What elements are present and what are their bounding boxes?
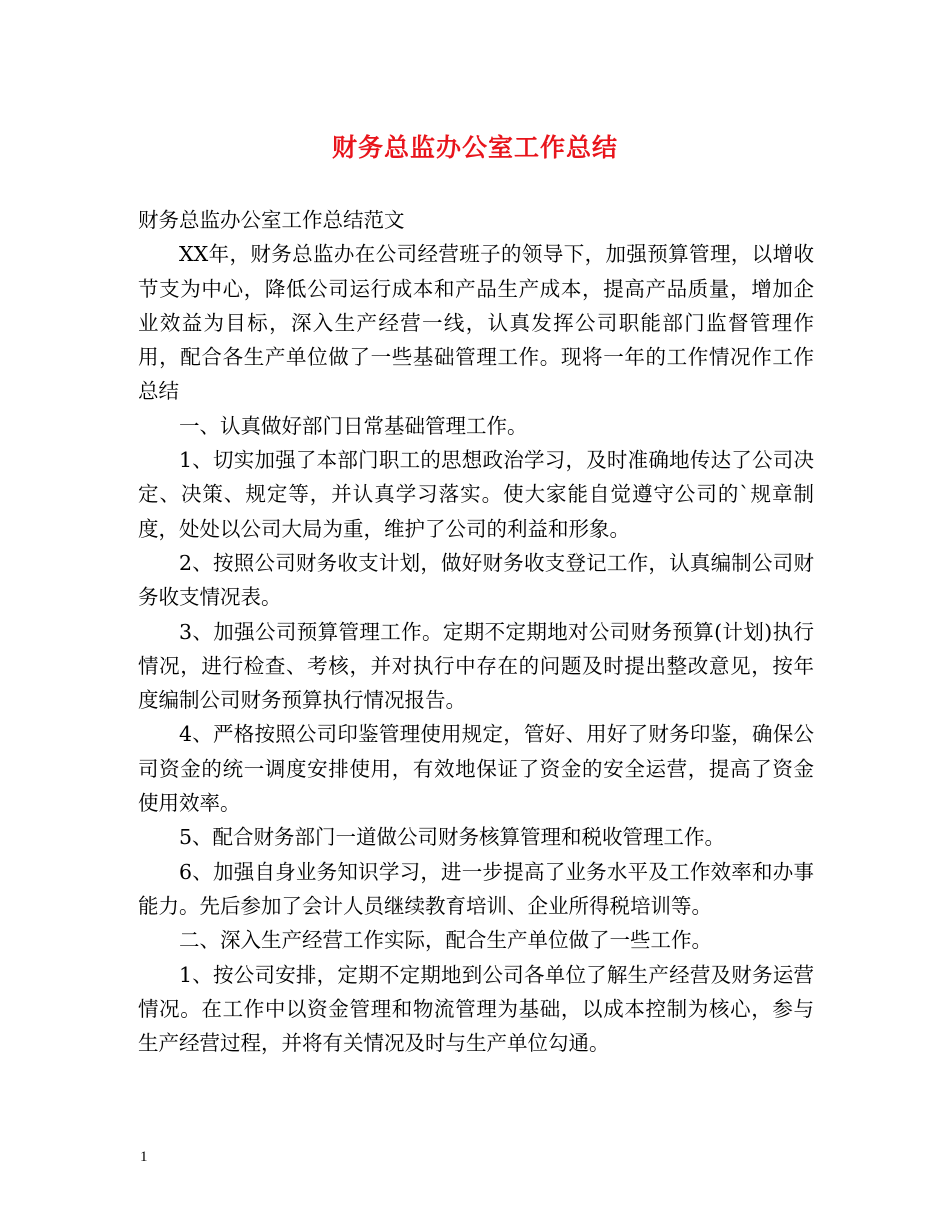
intro-paragraph: XX年，财务总监办在公司经营班子的领导下，加强预算管理，以增收节支为中心，降低公司运行成本和产品生产成本，提高产品质量，增加企业效益为目标，深入生产经营一线，认真发挥公司职能部门监督管理作用，配合各生产单位做了一些基础管理工作。现将一年的工作情况作工作总结 [138,242,814,404]
list-item-1-3: 3、加强公司预算管理工作。定期不定期地对公司财务预算(计划)执行情况，进行检查、考核，并对执行中存在的问题及时提出整改意见，按年度编制公司财务预算执行情况报告。 [138,619,814,713]
subtitle-paragraph: 财务总监办公室工作总结范文 [138,208,405,232]
list-item-1-1: 1、切实加强了本部门职工的思想政治学习，及时准确地传达了公司决定、决策、规定等，并认真学习落实。使大家能自觉遵守公司的`规章制度，处处以公司大局为重，维护了公司的利益和形象。 [138,448,814,541]
list-item-2-1: 1、按公司安排，定期不定期地到公司各单位了解生产经营及财务运营情况。在工作中以资金管理和物流管理为基础，以成本控制为核心，参与生产经营过程，并将有关情况及时与生产单位勾通。 [138,962,814,1056]
list-item-1-5: 5、配合财务部门一道做公司财务核算管理和税收管理工作。 [179,825,726,850]
list-item-1-2: 2、按照公司财务收支计划，做好财务收支登记工作，认真编制公司财务收支情况表。 [138,550,814,610]
document-body [138,203,814,1060]
list-item-1-4: 4、严格按照公司印鉴管理使用规定，管好、用好了财务印鉴，确保公司资金的统一调度安排使用，有效地保证了资金的安全运营，提高了资金使用效率。 [138,722,814,816]
page-title: 财务总监办公室工作总结 [331,133,618,162]
page-number: 1 [140,1149,148,1165]
section-heading-1: 一、认真做好部门日常基础管理工作。 [179,413,528,438]
list-item-1-6: 6、加强自身业务知识学习，进一步提高了业务水平及工作效率和办事能力。先后参加了会计人员继续教育培训、企业所得税培训等。 [138,859,814,918]
section-heading-2: 二、深入生产经营工作实际，配合生产单位做了一些工作。 [179,928,712,953]
